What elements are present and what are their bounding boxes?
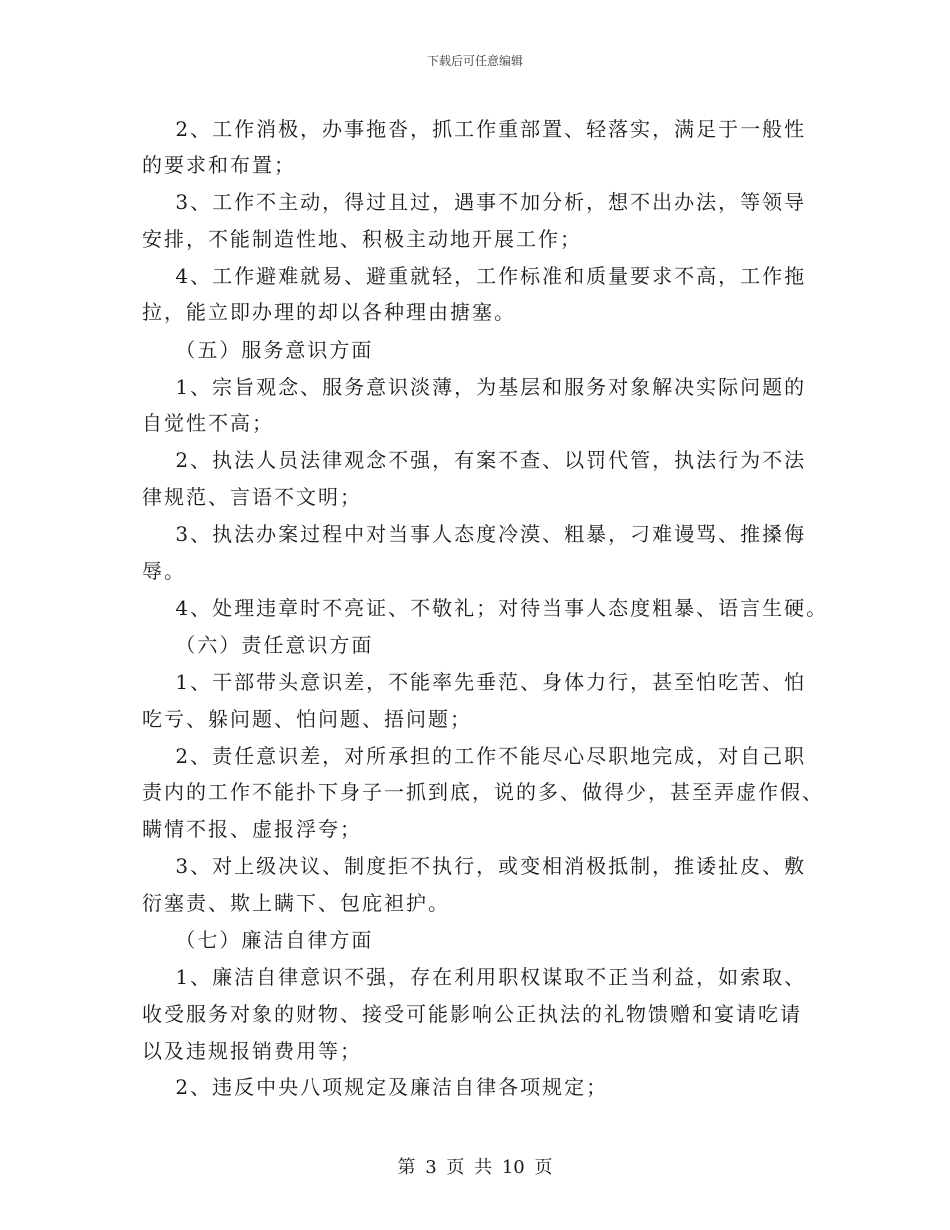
page-footer: 第 3 页 共 10 页	[397, 1157, 553, 1178]
text-line: 以及违规报销费用等；	[142, 1039, 362, 1063]
text-line: 自觉性不高；	[142, 411, 274, 435]
section-heading: （六）责任意识方面	[142, 633, 374, 657]
text-line: 收受服务对象的财物、接受可能影响公正执法的礼物馈赠和宴请吃请	[142, 1002, 802, 1026]
text-line: 衍塞责、欺上瞒下、包庇袒护。	[142, 891, 450, 915]
section-heading: （五）服务意识方面	[142, 338, 374, 362]
text-line: 责内的工作不能扑下身子一抓到底，说的多、做得少，甚至弄虚作假、	[142, 780, 824, 804]
section-heading: （七）廉洁自律方面	[142, 928, 374, 952]
text-line: 3、执法办案过程中对当事人态度冷漠、粗暴，刁难谩骂、推搡侮	[142, 522, 807, 546]
text-line: 辱。	[142, 559, 186, 583]
text-line: 3、对上级决议、制度拒不执行，或变相消极抵制，推诿扯皮、敷	[142, 854, 807, 878]
text-line: 1、廉洁自律意识不强，存在利用职权谋取不正当利益，如索取、	[142, 965, 807, 989]
text-line: 吃亏、躲问题、怕问题、捂问题；	[142, 707, 472, 731]
text-line: 2、执法人员法律观念不强，有案不查、以罚代管，执法行为不法	[142, 448, 807, 472]
page-header: 下载后可任意编辑	[426, 54, 523, 68]
text-line: 的要求和布置；	[142, 153, 296, 177]
text-line: 1、宗旨观念、服务意识淡薄，为基层和服务对象解决实际问题的	[142, 375, 807, 399]
text-line: 安排，不能制造性地、积极主动地开展工作；	[142, 227, 582, 251]
text-line: 1、干部带头意识差，不能率先垂范、身体力行，甚至怕吃苦、怕	[142, 670, 807, 694]
text-line: 瞒情不报、虚报浮夸；	[142, 817, 362, 841]
text-line: 3、工作不主动，得过且过，遇事不加分析，想不出办法，等领导	[142, 190, 807, 214]
text-line: 4、处理违章时不亮证、不敬礼；对待当事人态度粗暴、语言生硬。	[142, 596, 829, 620]
text-line: 2、违反中央八项规定及廉洁自律各项规定；	[142, 1075, 609, 1099]
text-line: 4、工作避难就易、避重就轻，工作标准和质量要求不高，工作拖	[142, 264, 807, 288]
text-line: 律规范、言语不文明；	[142, 485, 362, 509]
text-line: 2、工作消极，办事拖沓，抓工作重部置、轻落实，满足于一般性	[142, 117, 807, 141]
text-line: 2、责任意识差，对所承担的工作不能尽心尽职地完成，对自己职	[142, 744, 807, 768]
text-line: 拉，能立即办理的却以各种理由搪塞。	[142, 300, 516, 324]
